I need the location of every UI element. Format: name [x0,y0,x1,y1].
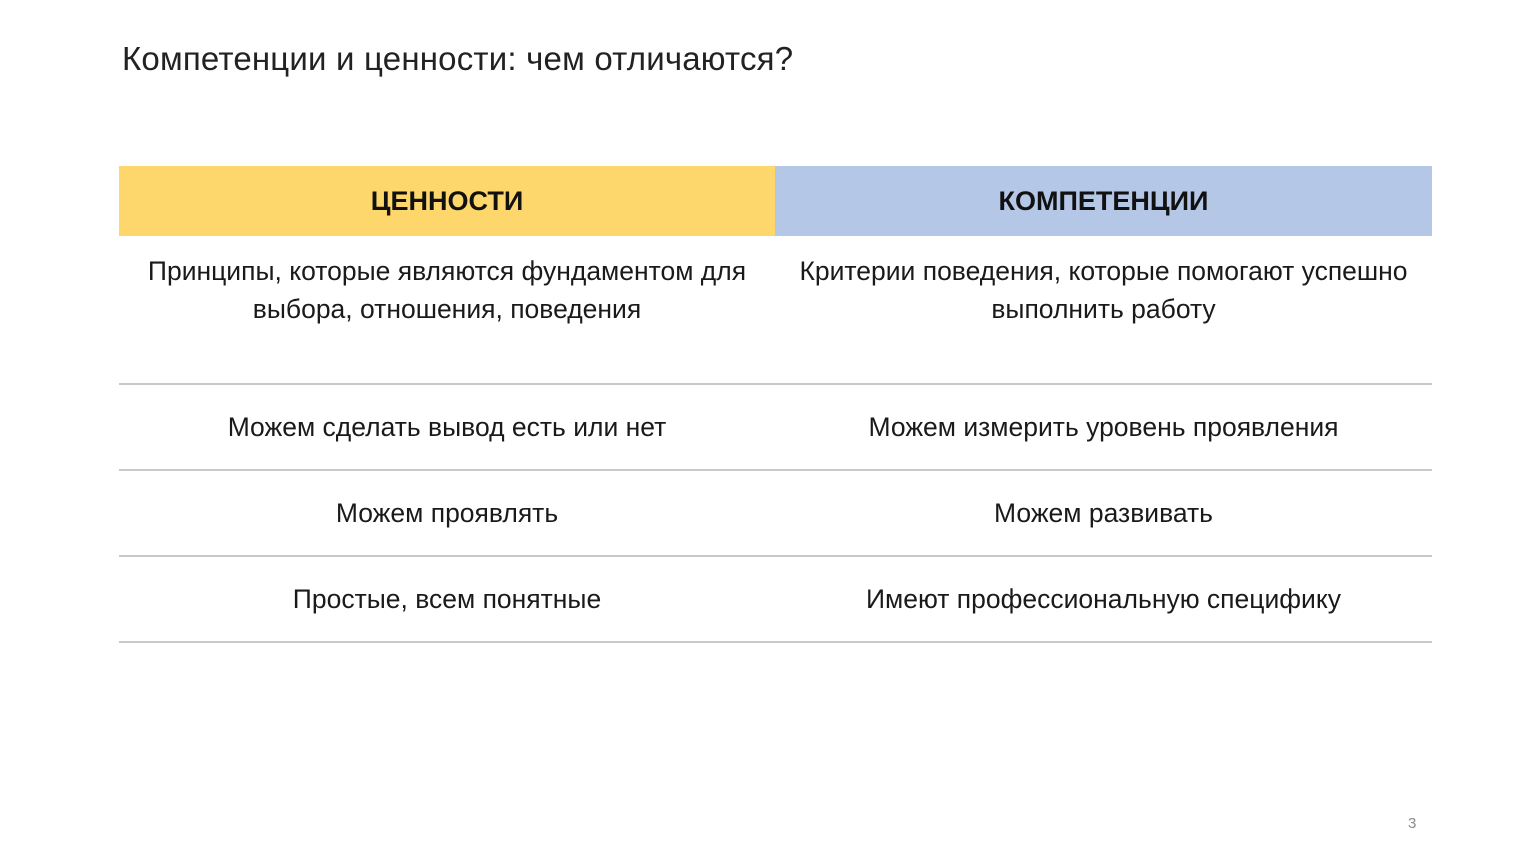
values-cell: Простые, всем понятные [119,556,775,642]
table-row [119,470,1432,556]
competencies-cell: Имеют профессиональную специфику [775,556,1432,642]
table-row [119,556,1432,642]
table-row [119,236,1432,384]
header-competencies: КОМПЕТЕНЦИИ [775,166,1432,236]
values-cell: Принципы, которые являются фундаментом для выбора, отношения, поведения [119,236,775,384]
table-row [119,384,1432,470]
competencies-cell: Критерии поведения, которые помогают успешно выполнить работу [775,236,1432,384]
header-values: ЦЕННОСТИ [119,166,775,236]
comparison-table [119,166,1432,643]
table-header-row [119,166,1432,236]
slide-title: Компетенции и ценности: чем отличаются? [122,40,794,77]
values-cell: Можем проявлять [119,470,775,556]
competencies-cell: Можем измерить уровень проявления [775,384,1432,470]
values-cell: Можем сделать вывод есть или нет [119,384,775,470]
competencies-cell: Можем развивать [775,470,1432,556]
page-number: 3 [1408,815,1417,832]
